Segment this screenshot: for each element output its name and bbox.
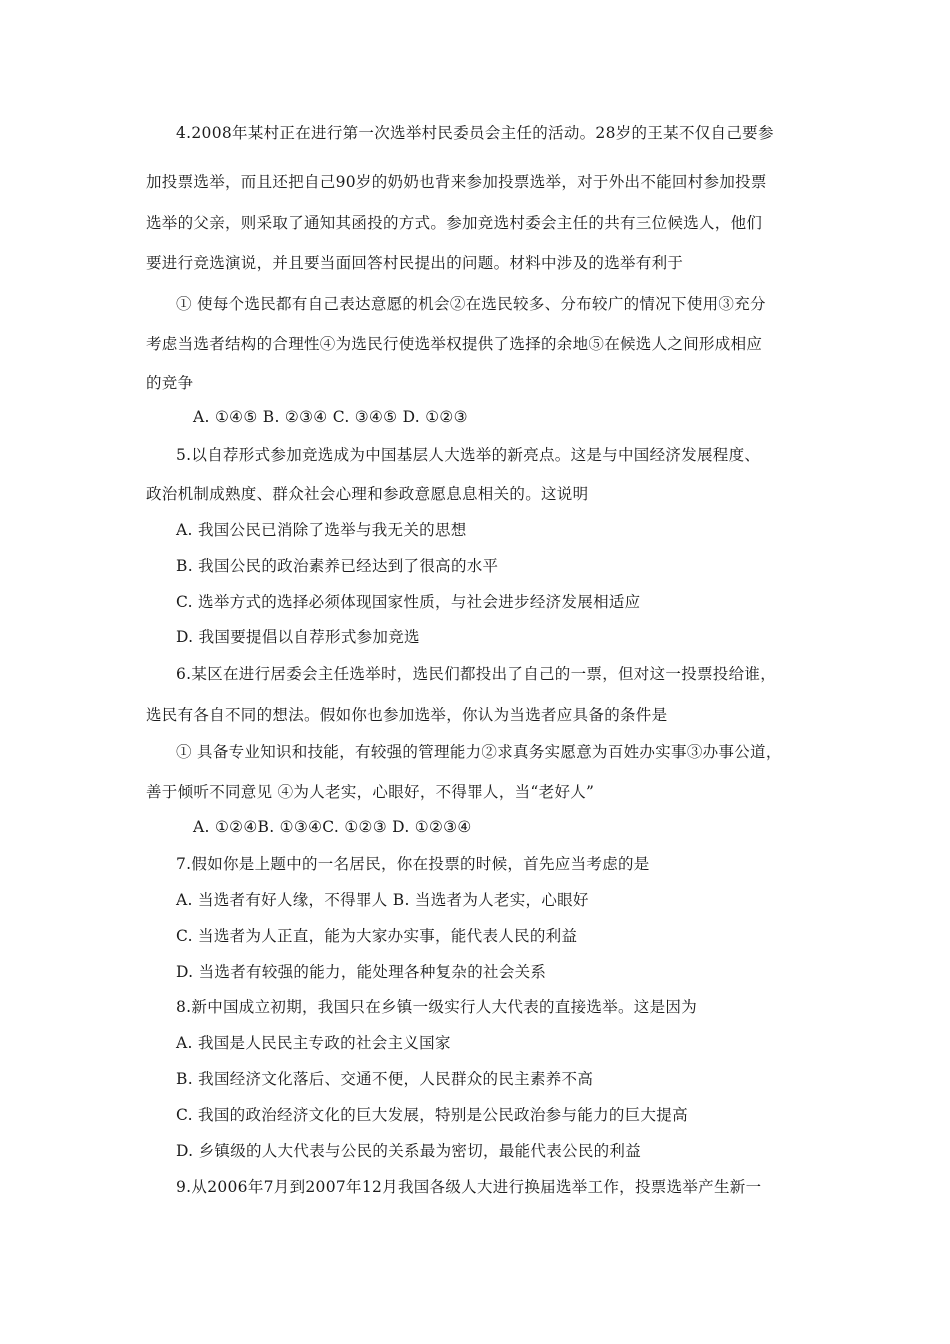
q7-option-ab: A. 当选者有好人缘，不得罪人 B. 当选者为人老实，心眼好 bbox=[176, 891, 589, 909]
q5-option-d: D. 我国要提倡以自荐形式参加竞选 bbox=[176, 628, 420, 646]
q4-stem-line-2: 加投票选举，而且还把自己90岁的奶奶也背来参加投票选举，对于外出不能回村参加投票 bbox=[146, 173, 767, 191]
q4-statement-line-3: 的竞争 bbox=[146, 374, 194, 392]
q6-stem-line-2: 选民有各自不同的想法。假如你也参加选举，你认为当选者应具备的条件是 bbox=[146, 706, 668, 724]
q4-options: A. ①④⑤ B. ②③④ C. ③④⑤ D. ①②③ bbox=[193, 408, 468, 426]
q5-option-a: A. 我国公民已消除了选举与我无关的思想 bbox=[176, 521, 467, 539]
q8-option-a: A. 我国是人民民主专政的社会主义国家 bbox=[176, 1034, 451, 1052]
q8-option-b: B. 我国经济文化落后、交通不便，人民群众的民主素养不高 bbox=[176, 1070, 594, 1088]
q8-option-c: C. 我国的政治经济文化的巨大发展，特别是公民政治参与能力的巨大提高 bbox=[176, 1106, 688, 1124]
q6-stem-line-1: 6.某区在进行居委会主任选举时，选民们都投出了自己的一票，但对这一投票投给谁， bbox=[176, 665, 776, 683]
q9-stem-line-1: 9.从2006年7月到2007年12月我国各级人大进行换届选举工作，投票选举产生新一 bbox=[176, 1178, 762, 1196]
q8-option-d: D. 乡镇级的人大代表与公民的关系最为密切，最能代表公民的利益 bbox=[176, 1142, 642, 1160]
q4-statement-line-1: ① 使每个选民都有自己表达意愿的机会②在选民较多、分布较广的情况下使用③充分 bbox=[176, 295, 766, 313]
q4-stem-line-1: 4.2008年某村正在进行第一次选举村民委员会主任的活动。28岁的王某不仅自己要参 bbox=[176, 124, 774, 142]
q7-option-d: D. 当选者有较强的能力，能处理各种复杂的社会关系 bbox=[176, 963, 547, 981]
q4-stem-line-4: 要进行竞选演说，并且要当面回答村民提出的问题。材料中涉及的选举有利于 bbox=[146, 254, 684, 272]
q4-stem-line-3: 选举的父亲，则采取了通知其函投的方式。参加竞选村委会主任的共有三位候选人，他们 bbox=[146, 214, 763, 232]
q4-statement-line-2: 考虑当选者结构的合理性④为选民行使选举权提供了选择的余地⑤在候选人之间形成相应 bbox=[146, 335, 763, 353]
q8-stem: 8.新中国成立初期，我国只在乡镇一级实行人大代表的直接选举。这是因为 bbox=[176, 998, 697, 1016]
q5-stem-line-2: 政治机制成熟度、群众社会心理和参政意愿息息相关的。这说明 bbox=[146, 485, 589, 503]
q5-stem-line-1: 5.以自荐形式参加竞选成为中国基层人大选举的新亮点。这是与中国经济发展程度、 bbox=[176, 446, 761, 464]
q7-option-c: C. 当选者为人正直，能为大家办实事，能代表人民的利益 bbox=[176, 927, 578, 945]
q6-statement-line-2: 善于倾听不同意见 ④为人老实，心眼好，不得罪人，当“老好人” bbox=[146, 783, 595, 801]
q7-stem: 7.假如你是上题中的一名居民，你在投票的时候，首先应当考虑的是 bbox=[176, 855, 650, 873]
q6-statement-line-1: ① 具备专业知识和技能，有较强的管理能力②求真务实愿意为百姓办实事③办事公道， bbox=[176, 743, 782, 761]
q6-options: A. ①②④B. ①③④C. ①②③ D. ①②③④ bbox=[193, 818, 472, 836]
q5-option-c: C. 选举方式的选择必须体现国家性质，与社会进步经济发展相适应 bbox=[176, 593, 641, 611]
q5-option-b: B. 我国公民的政治素养已经达到了很高的水平 bbox=[176, 557, 499, 575]
